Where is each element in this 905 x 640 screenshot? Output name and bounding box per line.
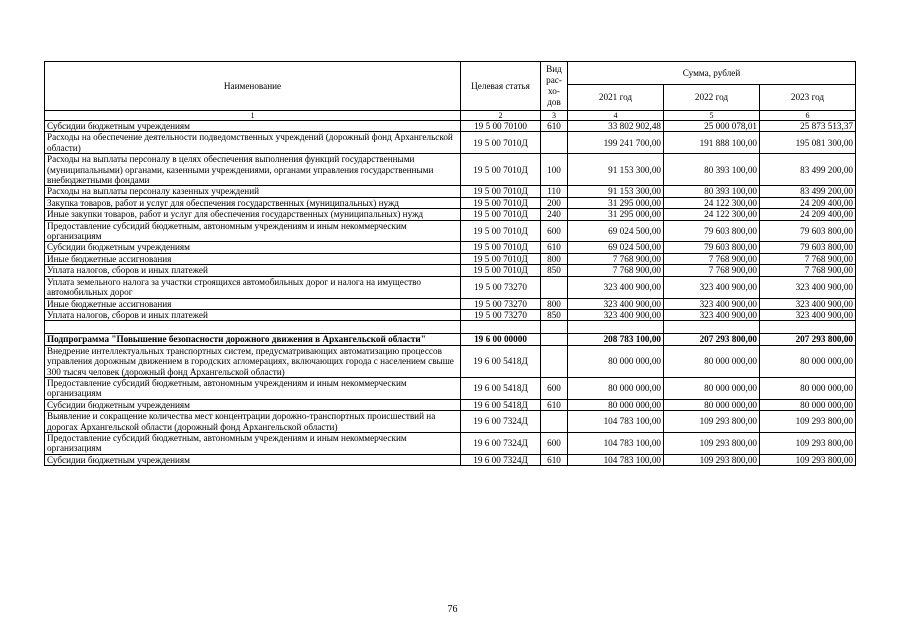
row-sum-2021: 31 295 000,00 xyxy=(568,209,664,220)
row-expense-kind: 610 xyxy=(541,454,568,465)
row-sum-2023: 7 768 900,00 xyxy=(760,253,856,264)
row-sum-2022: 109 293 800,00 xyxy=(664,454,760,465)
row-sum-2021: 80 000 000,00 xyxy=(568,377,664,399)
table-row xyxy=(45,276,856,298)
row-target-article: 19 5 00 73270 xyxy=(461,276,541,298)
row-sum-2022: 24 122 300,00 xyxy=(664,209,760,220)
row-sum-2021: 104 783 100,00 xyxy=(568,411,664,433)
row-sum-2023: 80 000 000,00 xyxy=(760,399,856,410)
row-sum-2023: 323 400 900,00 xyxy=(760,276,856,298)
row-target-article: 19 5 00 7010Д xyxy=(461,186,541,197)
row-target-article: 19 6 00 7324Д xyxy=(461,411,541,433)
row-name: Расходы на выплаты персоналу казенных учреждений xyxy=(45,186,461,197)
row-sum-2023: 109 293 800,00 xyxy=(760,432,856,454)
table-row xyxy=(45,334,856,345)
table-row xyxy=(45,411,856,433)
budget-table xyxy=(44,61,856,466)
table-row xyxy=(45,209,856,220)
row-sum-2022: 207 293 800,00 xyxy=(664,334,760,345)
row-target-article: 19 6 00 7324Д xyxy=(461,454,541,465)
row-sum-2023: 24 209 400,00 xyxy=(760,209,856,220)
row-sum-2021: 323 400 900,00 xyxy=(568,309,664,320)
table-row xyxy=(45,321,856,334)
row-target-article: 19 5 00 7010Д xyxy=(461,253,541,264)
row-name: Внедрение интеллектуальных транспортных систем, предусматривающих автоматизацию процессов управления дорожным движением в городских агломерациях, включающих города с населением свыше 300 тысяч человек (дорожный фонд Архангельской области) xyxy=(45,345,461,377)
table-row xyxy=(45,220,856,242)
row-sum-2022 xyxy=(664,321,760,334)
row-sum-2021 xyxy=(568,321,664,334)
row-target-article: 19 5 00 7010Д xyxy=(461,209,541,220)
row-expense-kind: 610 xyxy=(541,121,568,132)
row-sum-2022: 109 293 800,00 xyxy=(664,411,760,433)
row-sum-2021: 104 783 100,00 xyxy=(568,432,664,454)
row-sum-2021: 91 153 300,00 xyxy=(568,154,664,186)
row-expense-kind: 800 xyxy=(541,253,568,264)
row-sum-2023: 323 400 900,00 xyxy=(760,298,856,309)
row-sum-2022: 25 000 078,01 xyxy=(664,121,760,132)
row-sum-2022: 323 400 900,00 xyxy=(664,309,760,320)
row-name xyxy=(45,321,461,334)
row-sum-2023: 109 293 800,00 xyxy=(760,454,856,465)
row-target-article: 19 5 00 7010Д xyxy=(461,154,541,186)
row-name: Расходы на выплаты персоналу в целях обеспечения выполнения функций государственными (муниципальными) органами, казенными учреждениями, органами управления государственными внебюджетными фондами xyxy=(45,154,461,186)
row-sum-2023: 80 000 000,00 xyxy=(760,345,856,377)
row-sum-2023: 7 768 900,00 xyxy=(760,265,856,276)
header-year-2021: 2021 год xyxy=(568,85,664,111)
row-name: Выявление и сокращение количества мест концентрации дорожно-транспортных происшествий на дорогах Архангельской области (дорожный фонд Архангельской области) xyxy=(45,411,461,433)
row-name: Предоставление субсидий бюджетным, автономным учреждениям и иным некоммерческим организациям xyxy=(45,432,461,454)
row-expense-kind: 600 xyxy=(541,377,568,399)
row-sum-2021: 7 768 900,00 xyxy=(568,253,664,264)
row-expense-kind xyxy=(541,334,568,345)
row-expense-kind xyxy=(541,321,568,334)
row-sum-2023: 79 603 800,00 xyxy=(760,220,856,242)
row-target-article: 19 5 00 70100 xyxy=(461,121,541,132)
row-name: Иные закупки товаров, работ и услуг для обеспечения государственных (муниципальных) нужд xyxy=(45,209,461,220)
table-row xyxy=(45,121,856,132)
row-sum-2023: 83 499 200,00 xyxy=(760,186,856,197)
row-sum-2022: 79 603 800,00 xyxy=(664,242,760,253)
row-target-article: 19 6 00 5418Д xyxy=(461,345,541,377)
row-sum-2023: 207 293 800,00 xyxy=(760,334,856,345)
row-sum-2022: 7 768 900,00 xyxy=(664,253,760,264)
row-sum-2021: 323 400 900,00 xyxy=(568,276,664,298)
row-name: Иные бюджетные ассигнования xyxy=(45,253,461,264)
row-sum-2021: 199 241 700,00 xyxy=(568,132,664,154)
row-expense-kind: 100 xyxy=(541,154,568,186)
table-row xyxy=(45,454,856,465)
header-target-article: Целевая статья xyxy=(461,62,541,111)
row-target-article: 19 5 00 7010Д xyxy=(461,265,541,276)
table-row xyxy=(45,186,856,197)
row-sum-2022: 80 393 100,00 xyxy=(664,186,760,197)
row-sum-2021: 7 768 900,00 xyxy=(568,265,664,276)
col-number: 1 xyxy=(45,111,461,121)
row-sum-2021: 80 000 000,00 xyxy=(568,345,664,377)
row-sum-2021: 323 400 900,00 xyxy=(568,298,664,309)
row-sum-2023: 109 293 800,00 xyxy=(760,411,856,433)
row-expense-kind: 110 xyxy=(541,186,568,197)
row-expense-kind: 240 xyxy=(541,209,568,220)
table-row xyxy=(45,253,856,264)
row-sum-2023 xyxy=(760,321,856,334)
row-target-article: 19 6 00 00000 xyxy=(461,334,541,345)
row-sum-2023: 80 000 000,00 xyxy=(760,377,856,399)
row-target-article: 19 6 00 7324Д xyxy=(461,432,541,454)
row-expense-kind: 600 xyxy=(541,432,568,454)
row-sum-2022: 109 293 800,00 xyxy=(664,432,760,454)
row-sum-2023: 323 400 900,00 xyxy=(760,309,856,320)
row-expense-kind: 200 xyxy=(541,197,568,208)
budget-table-document xyxy=(44,61,855,466)
row-sum-2022: 80 000 000,00 xyxy=(664,377,760,399)
row-name: Закупка товаров, работ и услуг для обеспечения государственных (муниципальных) нужд xyxy=(45,197,461,208)
row-name: Субсидии бюджетным учреждениям xyxy=(45,454,461,465)
table-row xyxy=(45,377,856,399)
row-name: Уплата земельного налога за участки строящихся автомобильных дорог и налога на имущество автомобильных дорог xyxy=(45,276,461,298)
row-target-article: 19 5 00 7010Д xyxy=(461,197,541,208)
row-sum-2021: 80 000 000,00 xyxy=(568,399,664,410)
row-sum-2022: 80 000 000,00 xyxy=(664,399,760,410)
row-target-article: 19 6 00 5418Д xyxy=(461,399,541,410)
row-sum-2021: 69 024 500,00 xyxy=(568,242,664,253)
row-expense-kind xyxy=(541,345,568,377)
row-expense-kind: 850 xyxy=(541,309,568,320)
table-row xyxy=(45,132,856,154)
row-sum-2021: 69 024 500,00 xyxy=(568,220,664,242)
row-expense-kind: 610 xyxy=(541,242,568,253)
row-sum-2022: 80 393 100,00 xyxy=(664,154,760,186)
row-name: Предоставление субсидий бюджетным, автономным учреждениям и иным некоммерческим организациям xyxy=(45,377,461,399)
row-sum-2022: 24 122 300,00 xyxy=(664,197,760,208)
row-sum-2021: 33 802 902,48 xyxy=(568,121,664,132)
table-body xyxy=(45,121,856,466)
col-number: 3 xyxy=(541,111,568,121)
row-sum-2022: 7 768 900,00 xyxy=(664,265,760,276)
row-expense-kind: 850 xyxy=(541,265,568,276)
row-target-article: 19 5 00 7010Д xyxy=(461,242,541,253)
row-name: Субсидии бюджетным учреждениям xyxy=(45,242,461,253)
table-row xyxy=(45,309,856,320)
row-name: Расходы на обеспечение деятельности подведомственных учреждений (дорожный фонд Архангельской области) xyxy=(45,132,461,154)
row-target-article: 19 6 00 5418Д xyxy=(461,377,541,399)
table-row xyxy=(45,265,856,276)
table-row xyxy=(45,432,856,454)
row-target-article: 19 5 00 7010Д xyxy=(461,220,541,242)
row-expense-kind: 600 xyxy=(541,220,568,242)
col-number: 5 xyxy=(664,111,760,121)
row-expense-kind: 800 xyxy=(541,298,568,309)
header-sum: Сумма, рублей xyxy=(568,62,856,85)
table-row xyxy=(45,242,856,253)
row-sum-2023: 83 499 200,00 xyxy=(760,154,856,186)
row-sum-2023: 25 873 513,37 xyxy=(760,121,856,132)
col-number: 4 xyxy=(568,111,664,121)
row-name: Предоставление субсидий бюджетным, автономным учреждениям и иным некоммерческим организациям xyxy=(45,220,461,242)
row-sum-2021: 104 783 100,00 xyxy=(568,454,664,465)
row-name: Уплата налогов, сборов и иных платежей xyxy=(45,309,461,320)
row-sum-2021: 31 295 000,00 xyxy=(568,197,664,208)
row-sum-2023: 195 081 300,00 xyxy=(760,132,856,154)
row-sum-2022: 323 400 900,00 xyxy=(664,298,760,309)
row-sum-2021: 91 153 300,00 xyxy=(568,186,664,197)
row-name: Субсидии бюджетным учреждениям xyxy=(45,121,461,132)
table-row xyxy=(45,154,856,186)
row-sum-2022: 323 400 900,00 xyxy=(664,276,760,298)
row-expense-kind xyxy=(541,276,568,298)
row-name: Подпрограмма "Повышение безопасности дорожного движения в Архангельской области" xyxy=(45,334,461,345)
row-sum-2022: 79 603 800,00 xyxy=(664,220,760,242)
table-row xyxy=(45,298,856,309)
row-target-article: 19 5 00 73270 xyxy=(461,298,541,309)
header-name: Наименование xyxy=(45,62,461,111)
table-row xyxy=(45,399,856,410)
col-number: 2 xyxy=(461,111,541,121)
header-year-2022: 2022 год xyxy=(664,85,760,111)
row-sum-2021: 208 783 100,00 xyxy=(568,334,664,345)
row-name: Иные бюджетные ассигнования xyxy=(45,298,461,309)
row-name: Уплата налогов, сборов и иных платежей xyxy=(45,265,461,276)
row-sum-2022: 191 888 100,00 xyxy=(664,132,760,154)
row-sum-2022: 80 000 000,00 xyxy=(664,345,760,377)
row-name: Субсидии бюджетным учреждениям xyxy=(45,399,461,410)
row-expense-kind: 610 xyxy=(541,399,568,410)
row-sum-2023: 24 209 400,00 xyxy=(760,197,856,208)
header-expense-kind: Вид рас-хо-дов xyxy=(541,62,568,111)
row-expense-kind xyxy=(541,411,568,433)
table-row xyxy=(45,345,856,377)
row-sum-2023: 79 603 800,00 xyxy=(760,242,856,253)
page-number: 76 xyxy=(447,604,458,615)
header-year-2023: 2023 год xyxy=(760,85,856,111)
col-number: 6 xyxy=(760,111,856,121)
row-expense-kind xyxy=(541,132,568,154)
table-row xyxy=(45,197,856,208)
row-target-article: 19 5 00 73270 xyxy=(461,309,541,320)
row-target-article: 19 5 00 7010Д xyxy=(461,132,541,154)
row-target-article xyxy=(461,321,541,334)
